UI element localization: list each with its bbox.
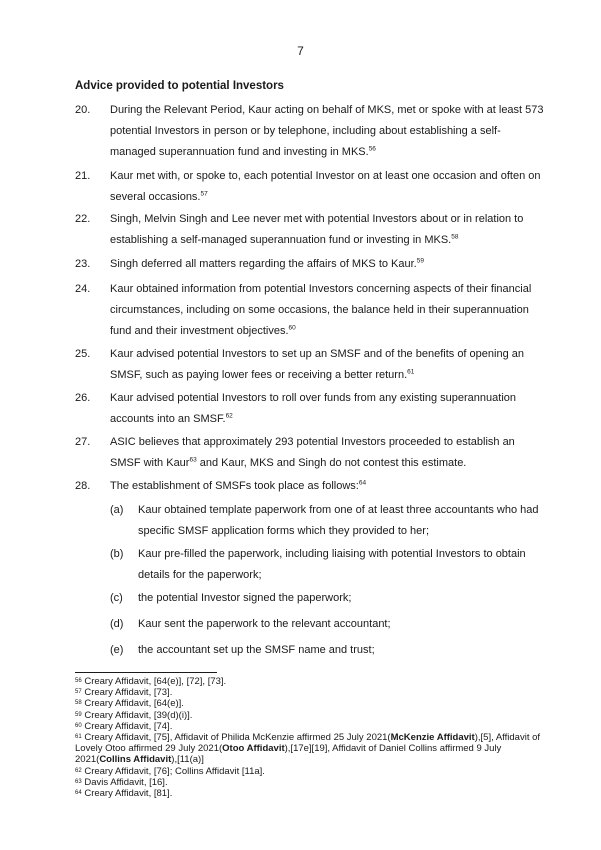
- page-number: 7: [297, 44, 304, 58]
- paragraph-21: [75, 166, 545, 208]
- subitem-number: (e): [110, 644, 124, 656]
- footnote-62: $^{62}$ Creary Affidavit, [76]; Collins Affidavit [11a].: [75, 765, 265, 777]
- paragraph-number: 24.: [75, 283, 91, 295]
- subitem-c: [110, 588, 545, 609]
- subitem-d: [110, 614, 545, 635]
- footnote-64: $^{64}$ Creary Affidavit, [81].: [75, 788, 173, 800]
- section-heading: Advice provided to potential Investors: [75, 80, 284, 92]
- paragraph-text: Kaur advised potential Investors to roll over funds from any existing superannuation accounts into an SMSF.$^{62}$: [110, 392, 517, 425]
- footnote-58: $^{58}$ Creary Affidavit, [64(e)].: [75, 698, 184, 710]
- subitem-text: Kaur sent the paperwork to the relevant accountant;: [138, 618, 391, 630]
- paragraph-number: 27.: [75, 436, 91, 448]
- subitem-b: [110, 544, 545, 586]
- paragraph-number: 23.: [75, 258, 91, 270]
- footnote-60: $^{60}$ Creary Affidavit, [74].: [75, 720, 173, 732]
- footnotes: [75, 676, 545, 799]
- footnote-ref: 62: [225, 412, 233, 420]
- subitem-text: Kaur pre-filled the paperwork, including liaising with potential Investors to obtain details for the paperwork;: [138, 548, 526, 581]
- footnote-ref: 61: [407, 368, 415, 376]
- subitem-number: (a): [110, 504, 124, 516]
- paragraph-number: 25.: [75, 348, 91, 360]
- paragraph-number: 26.: [75, 392, 91, 404]
- paragraph-26: [75, 388, 545, 430]
- paragraph-text: Kaur met with, or spoke to, each potential Investor on at least one occasion and often on several occasions.$^{57}$: [110, 170, 541, 203]
- paragraph-text: The establishment of SMSFs took place as follows:$^{64}$: [110, 479, 367, 492]
- subitem-number: (b): [110, 548, 124, 560]
- footnote-ref: 63: [189, 456, 197, 464]
- paragraph-24: [75, 279, 545, 342]
- footnote-57: $^{57}$ Creary Affidavit, [73].: [75, 687, 173, 699]
- subitem-text: the accountant set up the SMSF name and trust;: [138, 644, 375, 656]
- footnote-63: $^{63}$ Davis Affidavit, [16].: [75, 776, 168, 788]
- paragraph-text: Kaur obtained information from potential Investors concerning aspects of their financial circumstances, including on some occasions, the balance held in their superannuation fund and their investment objectives.$^{60}$: [110, 283, 532, 337]
- paragraph-27: [75, 432, 545, 474]
- paragraph-text: During the Relevant Period, Kaur acting on behalf of MKS, met or spoke with at least 573 potential Investors in person or by telephone, including about establishing a self-managed superannuation fund and investing in MKS.$^{56}$: [110, 104, 544, 158]
- footnote-61: $^{61}$ Creary Affidavit, [75], Affidavit of Philida McKenzie affirmed 25 July 2021(McKenzie Affidavit),[5], Affidavit of Lovely Otoo affirmed 29 July 2021(Otoo Affidavit),[17e][19], Affidavit of Daniel Collins affirmed 9 July 2021(Collins Affidavit),[11(a)]: [75, 732, 541, 766]
- subitem-e: [110, 640, 545, 661]
- paragraph-number: 28.: [75, 480, 91, 492]
- paragraph-25: [75, 344, 545, 386]
- paragraph-text: Kaur advised potential Investors to set up an SMSF and of the benefits of opening an SMSF, such as paying lower fees or receiving a better return.$^{61}$: [110, 348, 524, 381]
- footnote-ref: 60: [288, 324, 296, 332]
- footnote-59: $^{59}$ Creary Affidavit, [39(d)(i)].: [75, 709, 193, 721]
- paragraph-number: 22.: [75, 213, 91, 225]
- footnote-ref: 57: [200, 190, 208, 198]
- subitem-a: [110, 500, 545, 542]
- subitem-number: (c): [110, 592, 123, 604]
- footnote-ref: 64: [358, 479, 367, 487]
- footnote-separator: [75, 672, 217, 673]
- footnote-ref: 56: [368, 145, 376, 153]
- footnote-ref: 58: [451, 233, 459, 241]
- paragraph-text: Singh, Melvin Singh and Lee never met with potential Investors about or in relation to establishing a self-managed superannuation fund or investing in MKS.$^{58}$: [110, 213, 524, 246]
- paragraph-20: [75, 100, 545, 163]
- footnote-56: $^{56}$ Creary Affidavit, [64(e)], [72], [73].: [75, 676, 227, 687]
- footnote-ref: 59: [416, 257, 424, 265]
- subitem-text: the potential Investor signed the paperwork;: [138, 592, 352, 604]
- paragraph-text: Singh deferred all matters regarding the affairs of MKS to Kaur.$^{59}$: [110, 257, 424, 270]
- paragraph-number: 21.: [75, 170, 91, 182]
- paragraph-22: [75, 209, 545, 251]
- paragraph-28: [75, 476, 545, 497]
- paragraph-number: 20.: [75, 104, 91, 116]
- subitem-number: (d): [110, 618, 124, 630]
- paragraph-text: ASIC believes that approximately 293 potential Investors proceeded to establish an SMSF with Kaur$^{63}$ and Kaur, MKS and Singh do not contest this estimate.: [110, 436, 515, 469]
- subitem-text: Kaur obtained template paperwork from one of at least three accountants who had specific SMSF application forms which they provided to her;: [138, 504, 539, 537]
- paragraph-23: [75, 254, 545, 275]
